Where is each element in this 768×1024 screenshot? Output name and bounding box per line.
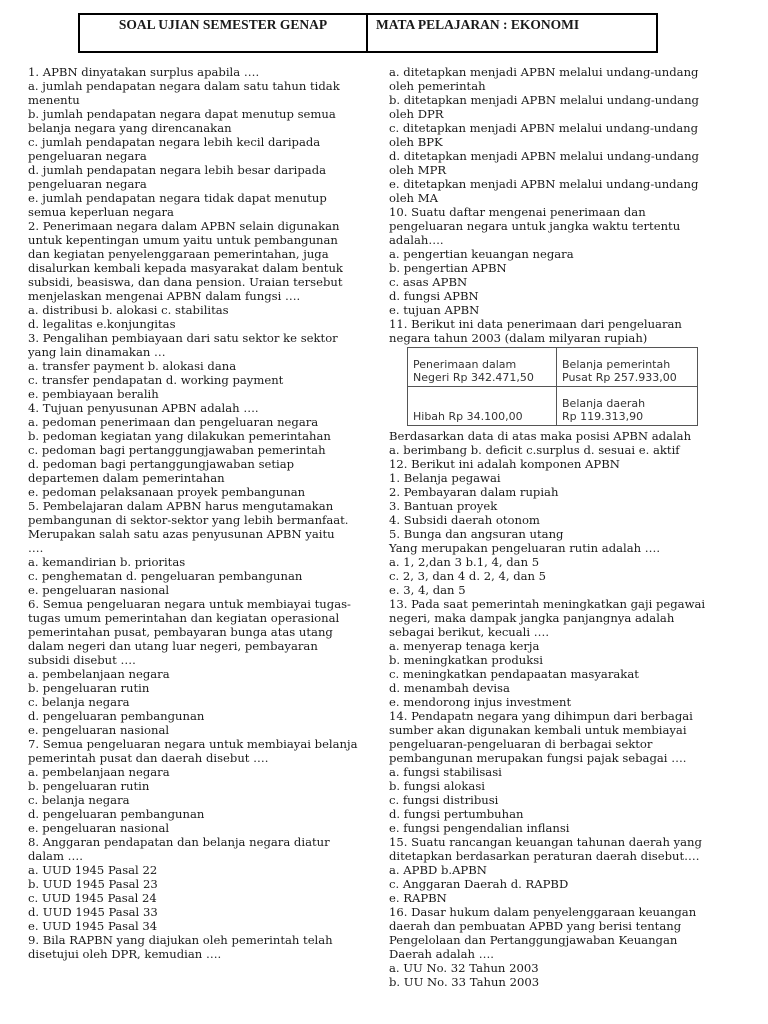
text-line: negeri, maka dampak jangka panjangnya adalah bbox=[389, 611, 675, 625]
text-line: c. pedoman bagi pertanggungjawaban pemerintah bbox=[28, 443, 326, 457]
text-line: c. belanja negara bbox=[28, 793, 130, 807]
revenue-expenditure-table bbox=[407, 347, 698, 426]
text-line: c. ditetapkan menjadi APBN melalui undang-undang bbox=[389, 121, 699, 135]
text-line: 13. Pada saat pemerintah meningkatkan gaji pegawai bbox=[389, 597, 706, 611]
text-line: oleh MPR bbox=[389, 163, 447, 177]
text-line: 3. Bantuan proyek bbox=[389, 499, 498, 513]
text-line: ditetapkan berdasarkan peraturan daerah disebut…. bbox=[389, 849, 700, 863]
exam-title: SOAL UJIAN SEMESTER GENAP bbox=[80, 15, 368, 51]
text-line: e. pengeluaran nasional bbox=[28, 583, 170, 597]
text-line: 12. Berikut ini adalah komponen APBN bbox=[389, 457, 620, 471]
text-line: tugas umum pemerintahan dan kegiatan operasional bbox=[28, 611, 340, 625]
text-line: untuk kepentingan umum yaitu untuk pembangunan bbox=[28, 233, 338, 247]
text-line: oleh MA bbox=[389, 191, 438, 205]
table-cell bbox=[557, 348, 698, 387]
text-line: negara tahun 2003 (dalam milyaran rupiah) bbox=[389, 331, 648, 345]
text-line: disalurkan kembali kepada masyarakat dalam bentuk bbox=[28, 261, 343, 275]
text-line: 7. Semua pengeluaran negara untuk membiayai belanja bbox=[28, 737, 358, 751]
text-line: menentu bbox=[28, 93, 80, 107]
text-line: dalam negeri dan utang luar negeri, pembayaran bbox=[28, 639, 318, 653]
text-line: e. pembiayaan beralih bbox=[28, 387, 159, 401]
text-line: a. berimbang b. deficit c.surplus d. sesuai e. aktif bbox=[389, 443, 680, 457]
text-line: c. meningkatkan pendapaatan masyarakat bbox=[389, 667, 639, 681]
text-line: 8. Anggaran pendapatan dan belanja negara diatur bbox=[28, 835, 330, 849]
text-line: d. fungsi APBN bbox=[389, 289, 479, 303]
text-line: e. pengeluaran nasional bbox=[28, 821, 170, 835]
table-cell bbox=[408, 348, 557, 387]
text-line: adalah…. bbox=[389, 233, 444, 247]
cell-line: Belanja pemerintah Pusat Rp 257.933,00 bbox=[562, 358, 677, 384]
text-line: a. fungsi stabilisasi bbox=[389, 765, 502, 779]
text-line: pengeluaran negara untuk jangka waktu tertentu bbox=[389, 219, 681, 233]
text-line: a. distribusi b. alokasi c. stabilitas bbox=[28, 303, 229, 317]
text-line: a. kemandirian b. prioritas bbox=[28, 555, 186, 569]
text-line: a. APBD b.APBN bbox=[389, 863, 487, 877]
text-line: dalam …. bbox=[28, 849, 83, 863]
text-line: c. asas APBN bbox=[389, 275, 468, 289]
text-line: 9. Bila RAPBN yang diajukan oleh pemerintah telah bbox=[28, 933, 333, 947]
text-line: Pengelolaan dan Pertanggungjawaban Keuangan bbox=[389, 933, 678, 947]
text-line: a. transfer payment b. alokasi dana bbox=[28, 359, 237, 373]
left-column bbox=[28, 65, 368, 961]
text-line: a. ditetapkan menjadi APBN melalui undang-undang bbox=[389, 65, 699, 79]
text-line: a. pedoman penerimaan dan pengeluaran negara bbox=[28, 415, 319, 429]
text-line: d. pengeluaran pembangunan bbox=[28, 709, 205, 723]
text-line: pengeluaran-pengeluaran di berbagai sektor bbox=[389, 737, 653, 751]
text-line: c. UUD 1945 Pasal 24 bbox=[28, 891, 157, 905]
cell-line: Penerimaan dalam Negeri Rp 342.471,50 bbox=[413, 358, 534, 384]
exam-header bbox=[78, 13, 658, 53]
text-line: 6. Semua pengeluaran negara untuk membiayai tugas- bbox=[28, 597, 351, 611]
text-line: b. ditetapkan menjadi APBN melalui undang-undang bbox=[389, 93, 699, 107]
text-line: departemen dalam pemerintahan bbox=[28, 471, 225, 485]
text-line: b. pengertian APBN bbox=[389, 261, 507, 275]
text-line: pemerintahan pusat, pembayaran bunga atas utang bbox=[28, 625, 333, 639]
text-line: oleh BPK bbox=[389, 135, 443, 149]
text-line: subsidi disebut …. bbox=[28, 653, 136, 667]
text-line: a. jumlah pendapatan negara dalam satu tahun tidak bbox=[28, 79, 340, 93]
text-line: b. meningkatkan produksi bbox=[389, 653, 543, 667]
text-line: 14. Pendapatn negara yang dihimpun dari berbagai bbox=[389, 709, 693, 723]
table-cell bbox=[557, 387, 698, 426]
text-line: sumber akan digunakan kembali untuk membiayai bbox=[389, 723, 687, 737]
text-line: e. 3, 4, dan 5 bbox=[389, 583, 466, 597]
text-line: subsidi, beasiswa, dan dana pension. Uraian tersebut bbox=[28, 275, 343, 289]
text-line: d. UUD 1945 Pasal 33 bbox=[28, 905, 158, 919]
text-line: a. UUD 1945 Pasal 22 bbox=[28, 863, 158, 877]
text-line: pembangunan di sektor-sektor yang lebih bermanfaat. bbox=[28, 513, 349, 527]
text-line: c. transfer pendapatan d. working payment bbox=[28, 373, 284, 387]
text-line: c. penghematan d. pengeluaran pembangunan bbox=[28, 569, 303, 583]
cell-line: Hibah Rp 34.100,00 bbox=[413, 410, 523, 423]
text-line: 5. Bunga dan angsuran utang bbox=[389, 527, 564, 541]
text-line: 1. APBN dinyatakan surplus apabila …. bbox=[28, 65, 260, 79]
text-line: a. UU No. 32 Tahun 2003 bbox=[389, 961, 539, 975]
text-line: oleh pemerintah bbox=[389, 79, 486, 93]
text-line: pengeluaran negara bbox=[28, 149, 147, 163]
text-line: e. pengeluaran nasional bbox=[28, 723, 170, 737]
text-line: d. jumlah pendapatan negara lebih besar daripada bbox=[28, 163, 327, 177]
text-line: c. Anggaran Daerah d. RAPBD bbox=[389, 877, 569, 891]
text-line: 10. Suatu daftar mengenai penerimaan dan bbox=[389, 205, 646, 219]
text-line: a. menyerap tenaga kerja bbox=[389, 639, 540, 653]
text-line: d. menambah devisa bbox=[389, 681, 510, 695]
text-line: e. tujuan APBN bbox=[389, 303, 480, 317]
text-line: disetujui oleh DPR, kemudian …. bbox=[28, 947, 222, 961]
text-line: pemerintah pusat dan daerah disebut …. bbox=[28, 751, 269, 765]
text-line: 2. Pembayaran dalam rupiah bbox=[389, 485, 559, 499]
table-row bbox=[408, 387, 698, 426]
text-line: 15. Suatu rancangan keuangan tahunan daerah yang bbox=[389, 835, 702, 849]
text-line: d. pengeluaran pembangunan bbox=[28, 807, 205, 821]
text-line: b. UU No. 33 Tahun 2003 bbox=[389, 975, 540, 989]
text-line: yang lain dinamakan … bbox=[28, 345, 166, 359]
cell-line: Belanja daerah Rp 119.313,90 bbox=[562, 397, 646, 423]
text-line: 11. Berikut ini data penerimaan dari pengeluaran bbox=[389, 317, 682, 331]
text-line: d. fungsi pertumbuhan bbox=[389, 807, 524, 821]
text-line: e. ditetapkan menjadi APBN melalui undang-undang bbox=[389, 177, 699, 191]
text-line: 4. Tujuan penyusunan APBN adalah …. bbox=[28, 401, 259, 415]
text-line: 2. Penerimaan negara dalam APBN selain digunakan bbox=[28, 219, 340, 233]
subject-title: MATA PELAJARAN : EKONOMI bbox=[376, 17, 580, 32]
text-line: d. pedoman bagi pertanggungjawaban setiap bbox=[28, 457, 295, 471]
text-line: b. UUD 1945 Pasal 23 bbox=[28, 877, 158, 891]
text-line: semua keperluan negara bbox=[28, 205, 174, 219]
text-line: Daerah adalah …. bbox=[389, 947, 494, 961]
right-column-bottom bbox=[389, 429, 719, 989]
text-line: dan kegiatan penyelenggaraan pemerintahan, juga bbox=[28, 247, 329, 261]
text-line: …. bbox=[28, 541, 44, 555]
text-line: a. 1, 2,dan 3 b.1, 4, dan 5 bbox=[389, 555, 540, 569]
table-row bbox=[408, 348, 698, 387]
revenue-table-wrap bbox=[407, 347, 719, 426]
text-line: c. jumlah pendapatan negara lebih kecil daripada bbox=[28, 135, 321, 149]
text-line: d. legalitas e.konjungitas bbox=[28, 317, 176, 331]
text-line: 1. Belanja pegawai bbox=[389, 471, 501, 485]
text-line: daerah dan pembuatan APBD yang berisi tentang bbox=[389, 919, 682, 933]
text-line: b. jumlah pendapatan negara dapat menutup semua bbox=[28, 107, 336, 121]
text-line: pembangunan merupakan fungsi pajak sebagai …. bbox=[389, 751, 687, 765]
text-line: e. RAPBN bbox=[389, 891, 447, 905]
text-line: b. pengeluaran rutin bbox=[28, 681, 150, 695]
text-line: c. 2, 3, dan 4 d. 2, 4, dan 5 bbox=[389, 569, 547, 583]
text-line: e. pedoman pelaksanaan proyek pembangunan bbox=[28, 485, 306, 499]
text-line: a. pembelanjaan negara bbox=[28, 765, 170, 779]
text-line: 16. Dasar hukum dalam penyelenggaraan keuangan bbox=[389, 905, 697, 919]
table-cell bbox=[408, 387, 557, 426]
text-line: 3. Pengalihan pembiayaan dari satu sektor ke sektor bbox=[28, 331, 338, 345]
text-line: b. fungsi alokasi bbox=[389, 779, 485, 793]
text-line: 4. Subsidi daerah otonom bbox=[389, 513, 540, 527]
text-line: a. pengertian keuangan negara bbox=[389, 247, 574, 261]
text-line: e. jumlah pendapatan negara tidak dapat menutup bbox=[28, 191, 327, 205]
text-line: Merupakan salah satu azas penyusunan APBN yaitu bbox=[28, 527, 335, 541]
right-column bbox=[389, 65, 719, 989]
text-line: Berdasarkan data di atas maka posisi APBN adalah bbox=[389, 429, 692, 443]
text-line: c. fungsi distribusi bbox=[389, 793, 499, 807]
right-column-top bbox=[389, 65, 719, 345]
text-line: sebagai berikut, kecuali …. bbox=[389, 625, 550, 639]
text-line: b. pedoman kegiatan yang dilakukan pemerintahan bbox=[28, 429, 331, 443]
text-line: 5. Pembelajaran dalam APBN harus mengutamakan bbox=[28, 499, 334, 513]
text-line: b. pengeluaran rutin bbox=[28, 779, 150, 793]
text-line: oleh DPR bbox=[389, 107, 444, 121]
text-line: pengeluaran negara bbox=[28, 177, 147, 191]
text-line: d. ditetapkan menjadi APBN melalui undang-undang bbox=[389, 149, 699, 163]
text-line: menjelaskan mengenai APBN dalam fungsi …. bbox=[28, 289, 301, 303]
text-line: belanja negara yang direncanakan bbox=[28, 121, 232, 135]
text-line: a. pembelanjaan negara bbox=[28, 667, 170, 681]
text-line: e. UUD 1945 Pasal 34 bbox=[28, 919, 158, 933]
text-line: c. belanja negara bbox=[28, 695, 130, 709]
text-line: Yang merupakan pengeluaran rutin adalah …. bbox=[389, 541, 661, 555]
text-line: e. mendorong injus investment bbox=[389, 695, 572, 709]
text-line: e. fungsi pengendalian inflansi bbox=[389, 821, 570, 835]
